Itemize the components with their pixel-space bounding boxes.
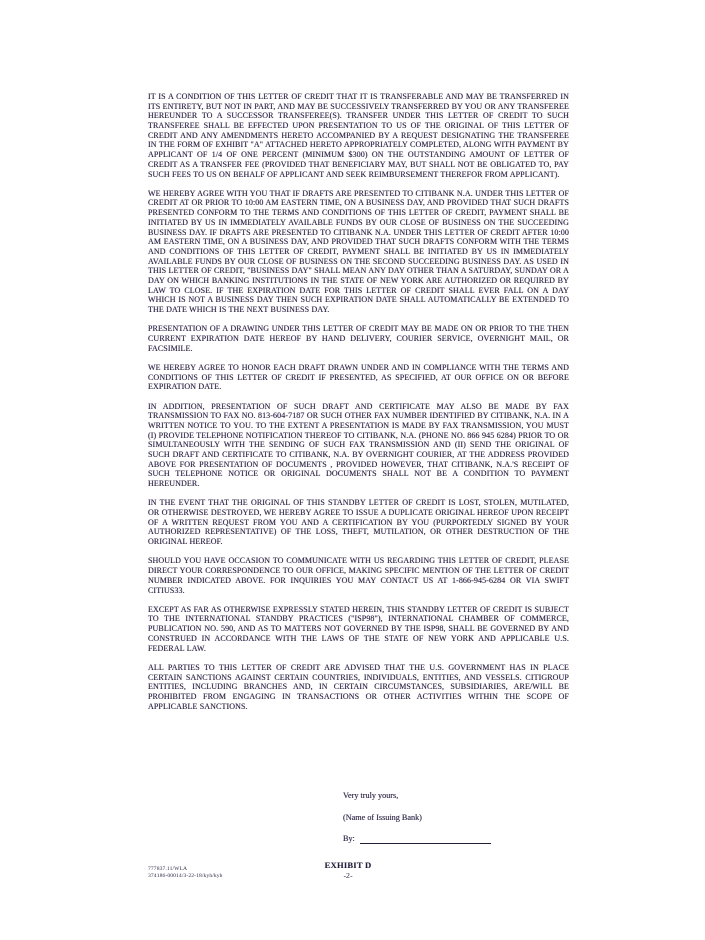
paragraph-sanctions: ALL PARTIES TO THIS LETTER OF CREDIT ARE ADVISED THAT THE U.S. GOVERNMENT HAS IN PLACE CERTAIN SANCTIONS AGAINST CERTAIN COUNTRIES, INDIVIDUALS, ENTITIES, AND VESSELS. CITIGROUP ENTITIES, INCLUDING BRANCHES AND, IN CERTAIN CIRCUMSTANCES, SUBSIDIARIES, ARE/WILL BE PROHIBITED FROM ENGAGING IN TRANSACTIONS OR OTHER ACTIVITIES WITHIN THE SCOPE OF APPLICABLE SANCTIONS.: [148, 662, 569, 711]
paragraph-correspondence: SHOULD YOU HAVE OCCASION TO COMMUNICATE WITH US REGARDING THIS LETTER OF CREDIT, PLEASE DIRECT YOUR CORRESPONDENCE TO OUR OFFICE, MAKING SPECIFIC MENTION OF THE LETTER OF CREDIT NUMBER INDICATED ABOVE. FOR INQUIRIES YOU MAY CONTACT US AT 1-866-945-6284 OR VIA SWIFT CITIUS33.: [148, 556, 569, 595]
docket-reference: 374186-00014/3-22-18/kyh/kyh: [148, 873, 223, 880]
signature-block: [343, 791, 491, 844]
by-row: [343, 834, 491, 844]
exhibit-label: EXHIBIT D: [324, 860, 372, 870]
letter-body: [148, 92, 569, 721]
closing-line: Very truly yours,: [343, 791, 399, 800]
docket-number: 777837.11/WLA: [148, 866, 188, 872]
paragraph-fax-transmission: IN ADDITION, PRESENTATION OF SUCH DRAFT AND CERTIFICATE MAY ALSO BE MADE BY FAX TRANSMISSION TO FAX NO. 813-604-7187 OR SUCH OTHER FAX NUMBER IDENTIFIED BY CITIBANK, N.A. IN A WRITTEN NOTICE TO YOU. TO THE EXTENT A PRESENTATION IS MADE BY FAX TRANSMISSION, YOU MUST (I) PROVIDE TELEPHONE NOTIFICATION THEREOF TO CITIBANK, N.A. (PHONE NO. 866 945 6284) PRIOR TO OR SIMULTANEOUSLY WITH THE SENDING OF SUCH FAX TRANSMISSION AND (II) SEND THE ORIGINAL OF SUCH DRAFT AND CERTIFICATE TO CITIBANK, N.A. BY OVERNIGHT COURIER, AT THE ADDRESS PROVIDED ABOVE FOR PRESENTATION OF DOCUMENTS , PROVIDED HOWEVER, THAT CITIBANK, N.A.'S RECEIPT OF SUCH TELEPHONE NOTICE OR ORIGINAL DOCUMENTS SHALL NOT BE A CONDITION TO PAYMENT HEREUNDER.: [148, 401, 569, 489]
paragraph-drafts-presentment: WE HEREBY AGREE WITH YOU THAT IF DRAFTS ARE PRESENTED TO CITIBANK N.A. UNDER THIS LETTER OF CREDIT AT OR PRIOR TO 10:00 AM EASTERN TIME, ON A BUSINESS DAY, AND PROVIDED THAT SUCH DRAFTS PRESENTED CONFORM TO THE TERMS AND CONDITIONS OF THIS LETTER OF CREDIT, PAYMENT SHALL BE INITIATED BY US IN IMMEDIATELY AVAILABLE FUNDS BY OUR CLOSE OF BUSINESS ON THE SUCCEEDING BUSINESS DAY. IF DRAFTS ARE PRESENTED TO CITIBANK N.A. UNDER THIS LETTER OF CREDIT AFTER 10:00 AM EASTERN TIME, ON A BUSINESS DAY, AND PROVIDED THAT SUCH DRAFTS CONFORM WITH THE TERMS AND CONDITIONS OF THIS LETTER OF CREDIT, PAYMENT SHALL BE INITIATED BY US IN IMMEDIATELY AVAILABLE FUNDS BY OUR CLOSE OF BUSINESS ON THE SECOND SUCCEEDING BUSINESS DAY. AS USED IN THIS LETTER OF CREDIT, "BUSINESS DAY" SHALL MEAN ANY DAY OTHER THAN A SATURDAY, SUNDAY OR A DAY ON WHICH BANKING INSTITUTIONS IN THE STATE OF NEW YORK ARE AUTHORIZED OR REQUIRED BY LAW TO CLOSE. IF THE EXPIRATION DATE FOR THIS LETTER OF CREDIT SHALL EVER FALL ON A DAY WHICH IS NOT A BUSINESS DAY THEN SUCH EXPIRATION DATE SHALL AUTOMATICALLY BE EXTENDED TO THE DATE WHICH IS THE NEXT BUSINESS DAY.: [148, 188, 569, 315]
paragraph-transfer-condition: IT IS A CONDITION OF THIS LETTER OF CREDIT THAT IT IS TRANSFERABLE AND MAY BE TRANSFERRED IN ITS ENTIRETY, BUT NOT IN PART, AND MAY BE SUCCESSIVELY TRANSFERRED BY YOU OR ANY TRANSFEREE HEREUNDER TO A SUCCESSOR TRANSFEREE(S). TRANSFER UNDER THIS LETTER OF CREDIT TO SUCH TRANSFEREE SHALL BE EFFECTED UPON PRESENTATION TO US OF THE ORIGINAL OF THIS LETTER OF CREDIT AND ANY AMENDMENTS HERETO ACCOMPANIED BY A REQUEST DESIGNATING THE TRANSFEREE IN THE FORM OF EXHIBIT "A" ATTACHED HERETO APPROPRIATELY COMPLETED, ALONG WITH PAYMENT BY APPLICANT OF 1/4 OF ONE PERCENT (MINIMUM $300) ON THE OUTSTANDING AMOUNT OF LETTER OF CREDIT AS A TRANSFER FEE (PROVIDED THAT BENEFICIARY MAY, BUT SHALL NOT BE OBLIGATED TO, PAY SUCH FEES TO US ON BEHALF OF APPLICANT AND SEEK REIMBURSEMENT THEREFOR FROM APPLICANT).: [148, 92, 569, 179]
paragraph-governing-law: EXCEPT AS FAR AS OTHERWISE EXPRESSLY STATED HEREIN, THIS STANDBY LETTER OF CREDIT IS SUBJECT TO THE INTERNATIONAL STANDBY PRACTICES ("ISP98"), INTERNATIONAL CHAMBER OF COMMERCE, PUBLICATION NO. 590, AND AS TO MATTERS NOT GOVERNED BY THE ISP98, SHALL BE GOVERNED BY AND CONSTRUED IN ACCORDANCE WITH THE LAWS OF THE STATE OF NEW YORK AND APPLICABLE U.S. FEDERAL LAW.: [148, 604, 569, 653]
by-label: By:: [343, 834, 355, 843]
footer-exhibit-block: [148, 861, 548, 880]
paragraph-honor-drafts: WE HEREBY AGREE TO HONOR EACH DRAFT DRAWN UNDER AND IN COMPLIANCE WITH THE TERMS AND CONDITIONS OF THIS LETTER OF CREDIT IF PRESENTED, AS SPECIFIED, AT OUR OFFICE ON OR BEFORE EXPIRATION DATE.: [148, 362, 569, 392]
page-number: -2-: [343, 870, 353, 880]
paragraph-drawing-presentation: PRESENTATION OF A DRAWING UNDER THIS LETTER OF CREDIT MAY BE MADE ON OR PRIOR TO THE THEN CURRENT EXPIRATION DATE HEREOF BY HAND DELIVERY, COURIER SERVICE, OVERNIGHT MAIL, OR FACSIMILE.: [148, 324, 569, 353]
issuing-bank-line: (Name of Issuing Bank): [343, 812, 422, 822]
paragraph-lost-original: IN THE EVENT THAT THE ORIGINAL OF THIS STANDBY LETTER OF CREDIT IS LOST, STOLEN, MUTILATED, OR OTHERWISE DESTROYED, WE HEREBY AGREE TO ISSUE A DUPLICATE ORIGINAL HEREOF UPON RECEIPT OF A WRITTEN REQUEST FROM YOU AND A CERTIFICATION BY YOU (PURPORTEDLY SIGNED BY YOUR AUTHORIZED REPRESENTATIVE) OF THE LOSS, THEFT, MUTILATION, OR OTHER DESTRUCTION OF THE ORIGINAL HEREOF.: [148, 498, 569, 547]
signature-rule: [360, 835, 491, 844]
